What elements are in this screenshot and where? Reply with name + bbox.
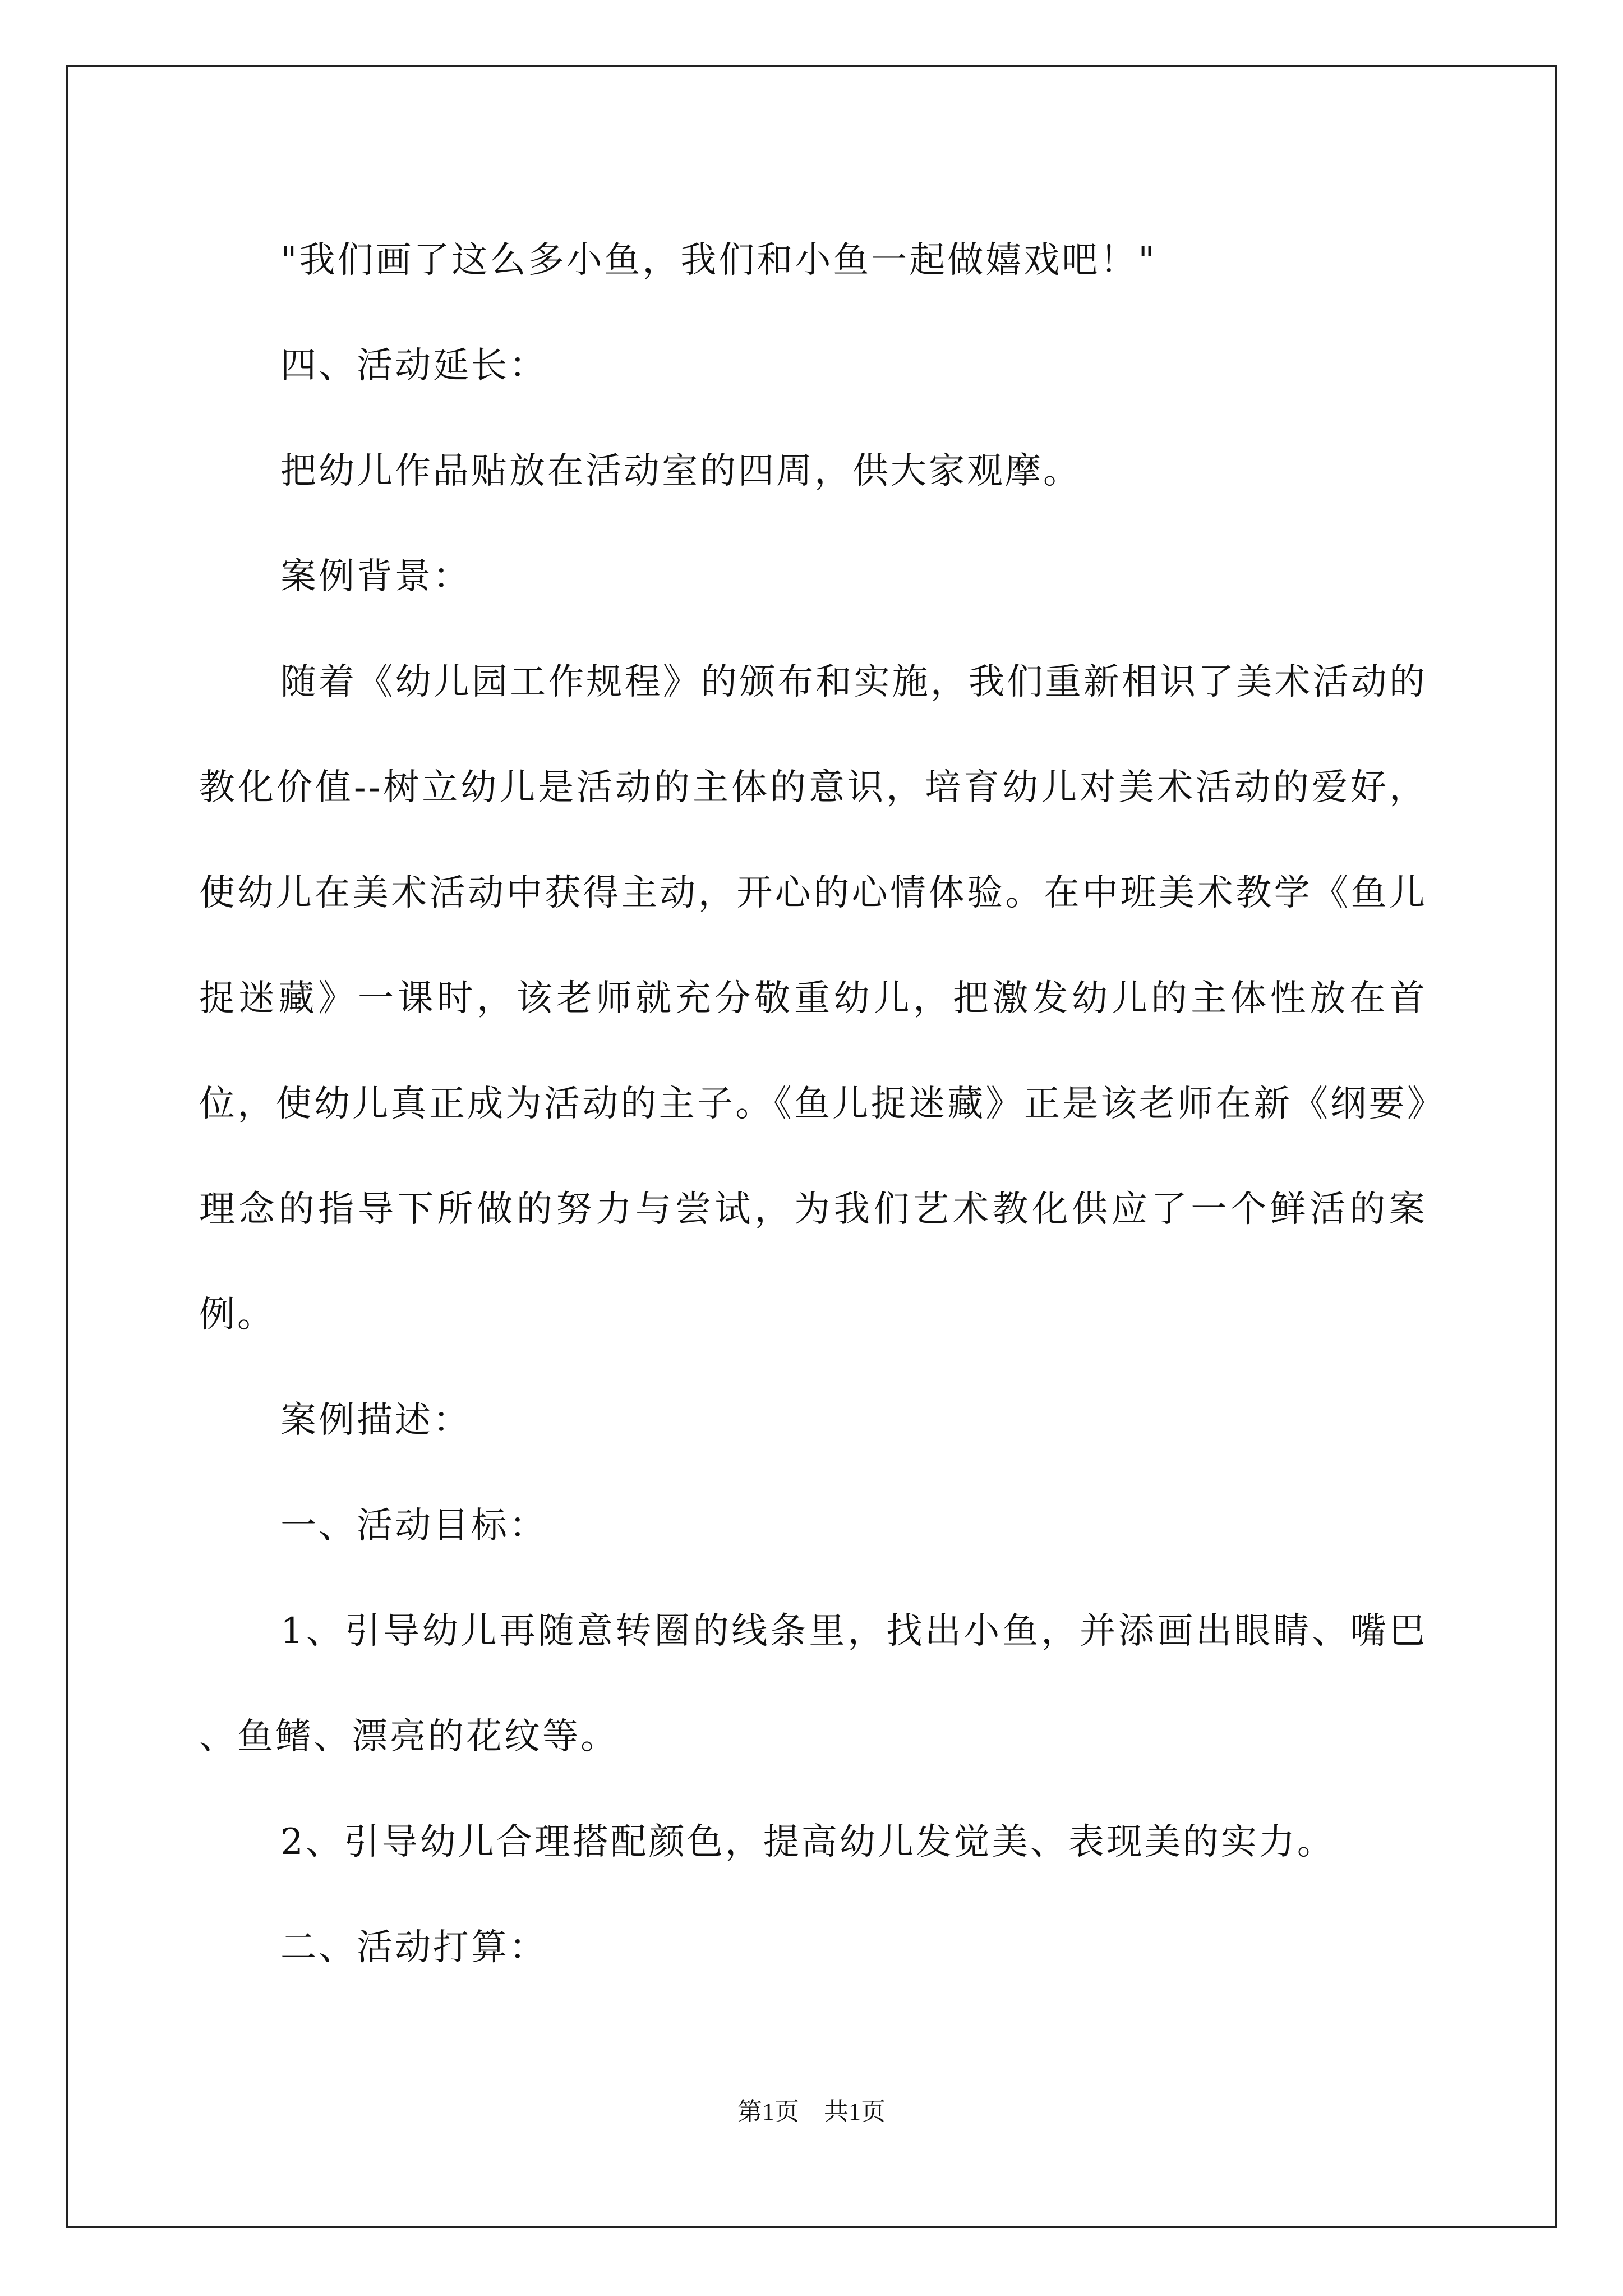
- page-footer: 第1页 共1页: [737, 2098, 886, 2125]
- document-body: [199, 208, 1427, 2000]
- paragraph-1: "我们画了这么多小鱼，我们和小鱼一起做嬉戏吧！": [280, 240, 1157, 281]
- paragraph-9: 2、引导幼儿合理搭配颜色，提高幼儿发觉美、表现美的实力。: [280, 1821, 1335, 1863]
- paragraph-7: 一、活动目标：: [280, 1505, 547, 1547]
- paragraph-4: 案例背景：: [280, 556, 471, 597]
- paragraph-8: 1、引导幼儿再随意转圈的线条里，找出小鱼，并添画出眼睛、嘴巴 、鱼鳍、漂亮的花纹等。: [199, 1611, 1427, 1757]
- paragraph-5: 随着《幼儿园工作规程》的颁布和实施，我们重新相识了美术活动的教化价值--树立幼儿是活动的主体的意识，培育幼儿对美术活动的爱好，使幼儿在美术活动中获得主动，开心的心情体验。在中班美术教学《鱼儿捉迷藏》一课时，该老师就充分敬重幼儿，把激发幼儿的主体性放在首位，使幼儿真正成为活动的主子。《鱼儿捉迷藏》正是该老师在新《纲要》理念的指导下所做的努力与尝试，为我们艺术教化供应了一个鲜活的案例。: [199, 661, 1427, 1336]
- paragraph-6: 案例描述：: [280, 1400, 471, 1441]
- paragraph-2: 四、活动延长：: [280, 345, 547, 386]
- paragraph-3: 把幼儿作品贴放在活动室的四周，供大家观摩。: [280, 450, 1081, 492]
- paragraph-10: 二、活动打算：: [280, 1927, 547, 1968]
